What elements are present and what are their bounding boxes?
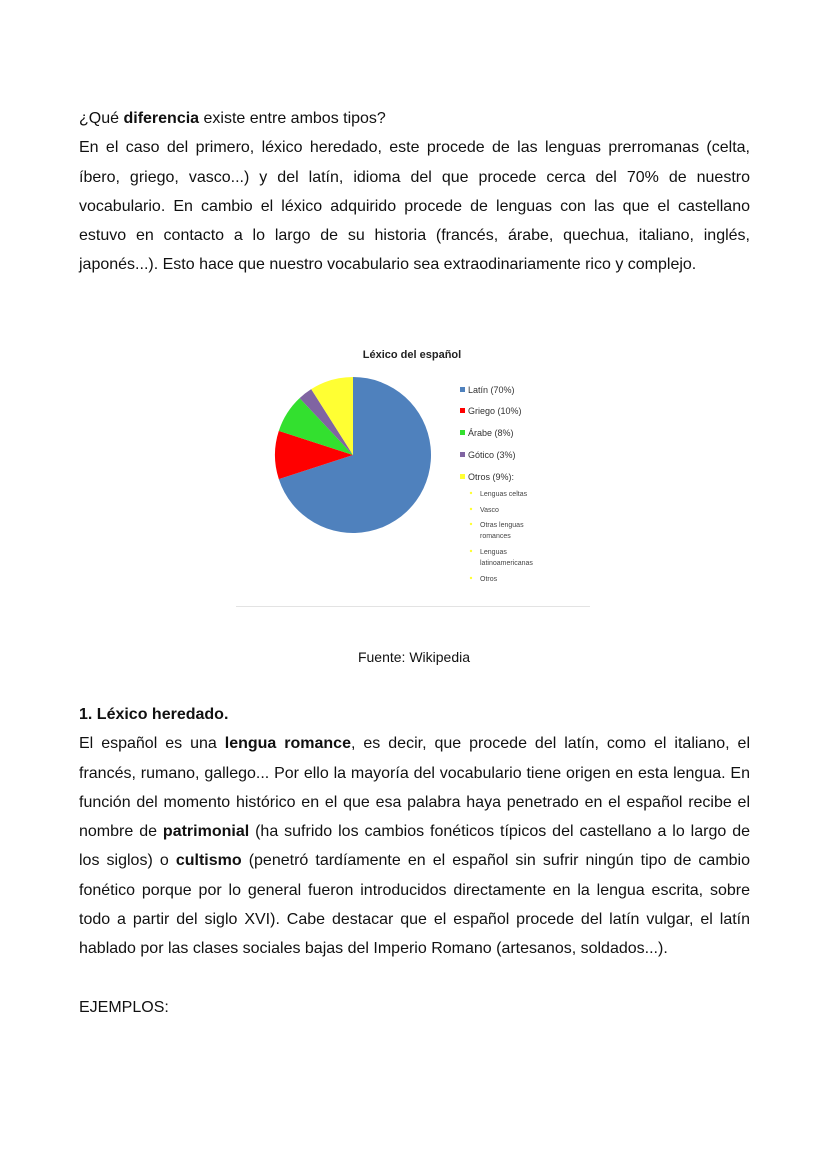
legend-sub-label-3: Lenguas latinoamericanas: [480, 549, 533, 567]
section-text-1: El español es una: [79, 735, 225, 753]
legend-sub-label-4: Otros: [480, 576, 498, 583]
legend-sub-label-0: Lenguas celtas: [480, 491, 528, 498]
legend-swatch-4: [460, 474, 465, 479]
legend-sub-bullet-2: [470, 523, 472, 525]
legend-label-3: Gótico (3%): [468, 450, 516, 460]
legend-sub-bullet-0: [470, 492, 472, 494]
pie-slices: [275, 377, 431, 533]
legend-sub-label-1: Vasco: [480, 507, 499, 514]
legend-swatch-1: [460, 408, 465, 413]
question-text-post: existe entre ambos tipos?: [199, 110, 386, 127]
section-block: [79, 700, 750, 1022]
term-lengua-romance: lengua romance: [224, 735, 351, 753]
section-heading: [79, 700, 750, 729]
legend-sub-bullet-1: [470, 508, 472, 510]
intro-question: [79, 104, 750, 133]
legend-label-4: Otros (9%):: [468, 472, 515, 482]
intro-block: [79, 104, 750, 280]
legend-swatch-0: [460, 387, 465, 392]
legend-sub-bullet-3: [470, 550, 472, 552]
chart-title: Léxico del español: [362, 349, 462, 361]
term-patrimonial: patrimonial: [162, 823, 250, 841]
legend-label-1: Griego (10%): [468, 406, 522, 416]
chart-divider: [236, 606, 590, 607]
examples-label: EJEMPLOS:: [79, 998, 169, 1016]
section-text-2: , es decir, que procede del latín, como el italiano, el francés, rumano, gallego... Por ello la mayoría del vocabulario tiene origen en esta lengua. En función del momento histórico en el que esa palabra haya penetrado en el español recibe el nombre de: [79, 735, 750, 841]
legend-label-2: Árabe (8%): [468, 428, 514, 438]
legend-sub-bullet-4: [470, 577, 472, 579]
pie-chart: [236, 338, 590, 608]
section-text-3: (ha sufrido los cambios fonéticos típicos del castellano a lo largo de los siglos) o: [79, 823, 750, 870]
term-cultismo: cultismo: [175, 852, 242, 870]
section-heading-text: 1. Léxico heredado.: [79, 706, 229, 723]
question-bold: diferencia: [123, 110, 200, 127]
legend-label-0: Latín (70%): [468, 385, 515, 395]
legend-swatch-2: [460, 430, 465, 435]
section-paragraph: [79, 729, 750, 963]
chart-legend: [460, 385, 533, 583]
legend-sub-label-2: Otras lenguas romances: [480, 522, 524, 540]
intro-paragraph: En el caso del primero, léxico heredado, este procede de las lenguas prerromanas (celta, íbero, griego, vasco...) y del latín, idioma del que procede cerca del 70% de nuestro vocabulario. En cambio el léxico adquirido procede de lenguas con las que el castellano estuvo en contacto a lo largo de su historia (francés, árabe, quechua, italiano, inglés, japonés...). Esto hace que nuestro vocabulario sea extraodinariamente rico y complejo.: [79, 139, 750, 274]
chart-caption: Fuente: Wikipedia: [357, 649, 471, 665]
section-text-4: (penetró tardíamente en el español sin sufrir ningún tipo de cambio fonético porque por lo general fueron introducidos directamente en la lengua escrita, sobre todo a partir del siglo XVI). Cabe destacar que el español procede del latín vulgar, el latín hablado por las clases sociales bajas del Imperio Romano (artesanos, soldados...).: [79, 852, 750, 958]
question-text-pre: ¿Qué: [79, 110, 124, 127]
legend-swatch-3: [460, 452, 465, 457]
